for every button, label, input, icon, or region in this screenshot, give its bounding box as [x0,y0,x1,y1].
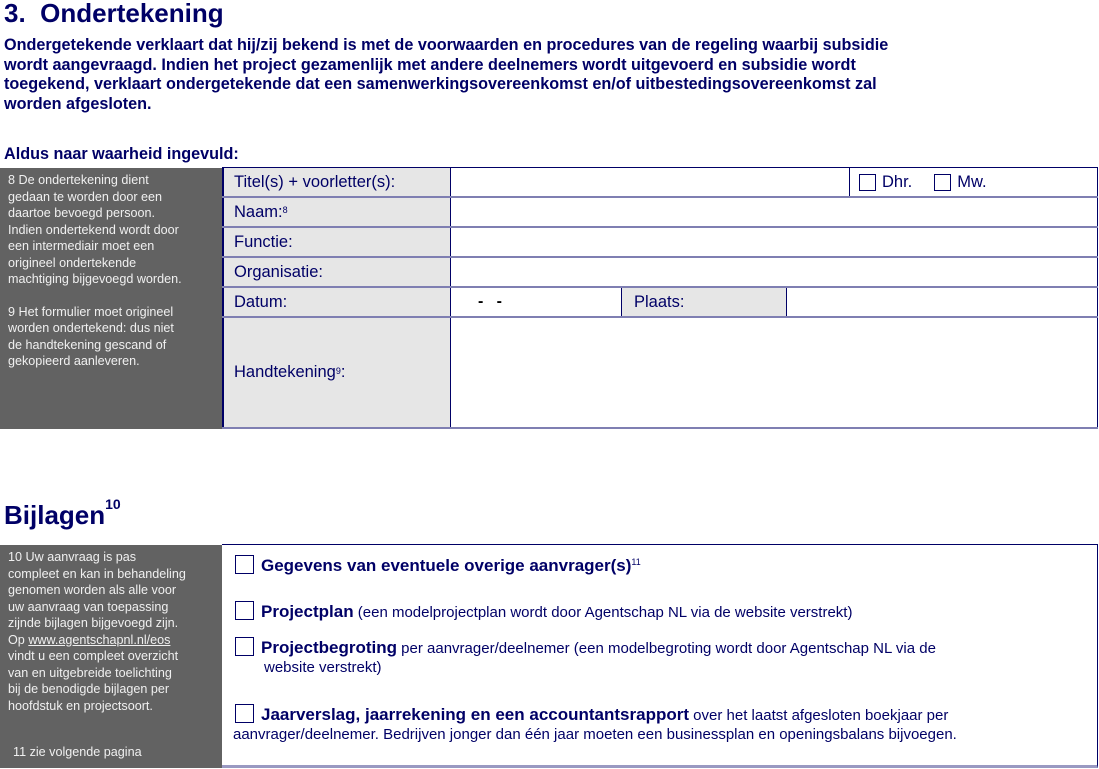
signature-label-colon: : [340,363,346,381]
organisation-label: Organisatie: [222,258,451,286]
checkbox-icon[interactable] [235,704,254,723]
attachment-item [235,601,1085,622]
gender-option-mw[interactable] [934,173,986,192]
attachment-title: Projectbegroting [261,638,398,657]
checkbox-icon[interactable] [235,637,254,656]
footnote-line: daartoe bevoegd persoon. [8,206,156,220]
gender-label: Dhr. [882,172,913,191]
footnote-ref: 9 [335,365,341,376]
footnote-11: 11 zie volgende pagina [13,745,142,759]
footnote-ref: 10 [105,496,121,512]
footnote-line: gekopieerd aanleveren. [8,354,140,368]
attachments-title [4,496,121,531]
link-prefix: Op [8,632,29,647]
form-subheading: Aldus naar waarheid ingevuld: [4,145,239,163]
date-place-cells [451,288,1098,316]
attachment-title: Jaarverslag, jaarrekening en een accountantsrapport [261,705,690,724]
attachment-item [235,704,1085,744]
footnote-line: zijnde bijlagen bijgevoegd zijn. [8,616,179,630]
footnote-ref: 11 [631,557,641,567]
declaration-line: worden afgesloten. [4,94,152,113]
footnote-line: 9 Het formulier moet origineel [8,304,174,319]
place-label: Plaats: [621,288,787,316]
footnote-line: uw aanvraag van toepassing [8,599,169,614]
agentschap-link[interactable]: www.agentschapnl.nl/eos [28,632,171,647]
footnote-line: hoofdstuk en projectsoort. [8,698,153,713]
attachment-description-cont: aanvrager/deelnemer. Bedrijven jonger dan één jaar moeten een businessplan en openingsbalans bijvoegen. [233,726,957,743]
footnote-line: een intermediair moet een [8,239,155,253]
attachment-title: Projectplan [261,602,354,621]
footnote-line: genomen worden als alle voor [8,583,177,597]
footnote-line: Indien ondertekend wordt door [8,222,179,237]
row-function [222,228,1098,258]
attachment-description: per aanvrager/deelnemer (een modelbegroting wordt door Agentschap NL via de [397,640,936,657]
footnote-line: gedaan te worden door een [8,189,163,204]
attachment-title: Gegevens van eventuele overige aanvrager(s) [261,556,632,575]
row-titles [222,168,1098,198]
gender-option-dhr[interactable] [859,173,912,192]
place-field[interactable] [787,288,1097,316]
gender-options [849,168,1097,196]
footnote-ref: 8 [282,205,288,215]
checkbox-icon[interactable] [235,601,254,620]
footnote-line: machtiging bijgevoegd worden. [8,272,182,286]
gender-label: Mw. [957,172,987,191]
attachment-description: (een modelprojectplan wordt door Agentschap NL via de website verstrekt) [353,604,853,621]
signature-footnotes [0,168,222,429]
organisation-field[interactable] [451,258,1098,286]
attachments-title-text: Bijlagen [4,500,106,530]
row-organisation [222,258,1098,288]
footnote-line: compleet en kan in behandeling [8,566,186,581]
titles-label: Titel(s) + voorletter(s): [222,168,451,196]
checkbox-icon[interactable] [235,555,254,574]
name-label-text: Naam: [234,202,283,221]
attachment-description: over het laatst afgesloten boekjaar per [689,707,949,724]
date-value: - - [478,293,502,310]
footnote-line: worden ondertekend: dus niet [8,321,174,335]
declaration-line: Ondergetekende verklaart dat hij/zij bekend is met de voorwaarden en procedures van de regeling waarbij subsidie [4,36,889,54]
footnote-line: 8 De ondertekening dient [8,173,149,187]
attachments-checklist [222,544,1098,768]
row-signature [222,318,1098,429]
signature-label-text: Handtekening [234,363,336,381]
declaration-line: toegekend, verklaart ondergetekende dat een samenwerkingsovereenkomst en/of uitbestedingsovereenkomst zal [4,75,877,93]
footnote-line: van en uitgebreide toelichting [8,665,172,680]
row-name [222,198,1098,228]
declaration-line: wordt aangevraagd. Indien het project gezamenlijk met andere deelnemers wordt uitgevoerd en subsidie wordt [4,55,856,74]
name-field[interactable] [451,198,1098,226]
date-label: Datum: [222,288,451,316]
footnote-9 [8,304,216,370]
declaration-text [4,36,1094,114]
titles-field[interactable] [451,168,1098,196]
footnote-line: bij de benodigde bijlagen per [8,682,170,696]
function-label: Functie: [222,228,451,256]
row-date-place [222,288,1098,318]
name-label [222,198,451,226]
footnote-line: vindt u een compleet overzicht [8,649,179,663]
footnote-8 [8,172,216,288]
function-field[interactable] [451,228,1098,256]
signature-field[interactable] [451,318,1098,427]
date-field[interactable] [451,288,621,316]
footnote-line [8,632,216,649]
footnote-line: origineel ondertekende [8,255,137,270]
attachment-description-cont: website verstrekt) [264,659,382,676]
attachment-footnotes [0,545,222,768]
signature-label [222,318,451,427]
section-title: 3. Ondertekening [4,0,224,28]
footnote-line: de handtekening gescand of [8,337,167,352]
checkbox-icon[interactable] [934,174,951,191]
checkbox-icon[interactable] [859,174,876,191]
attachment-item [235,555,1085,576]
footnote-line: 10 Uw aanvraag is pas [8,550,137,564]
attachment-item [235,637,1085,677]
